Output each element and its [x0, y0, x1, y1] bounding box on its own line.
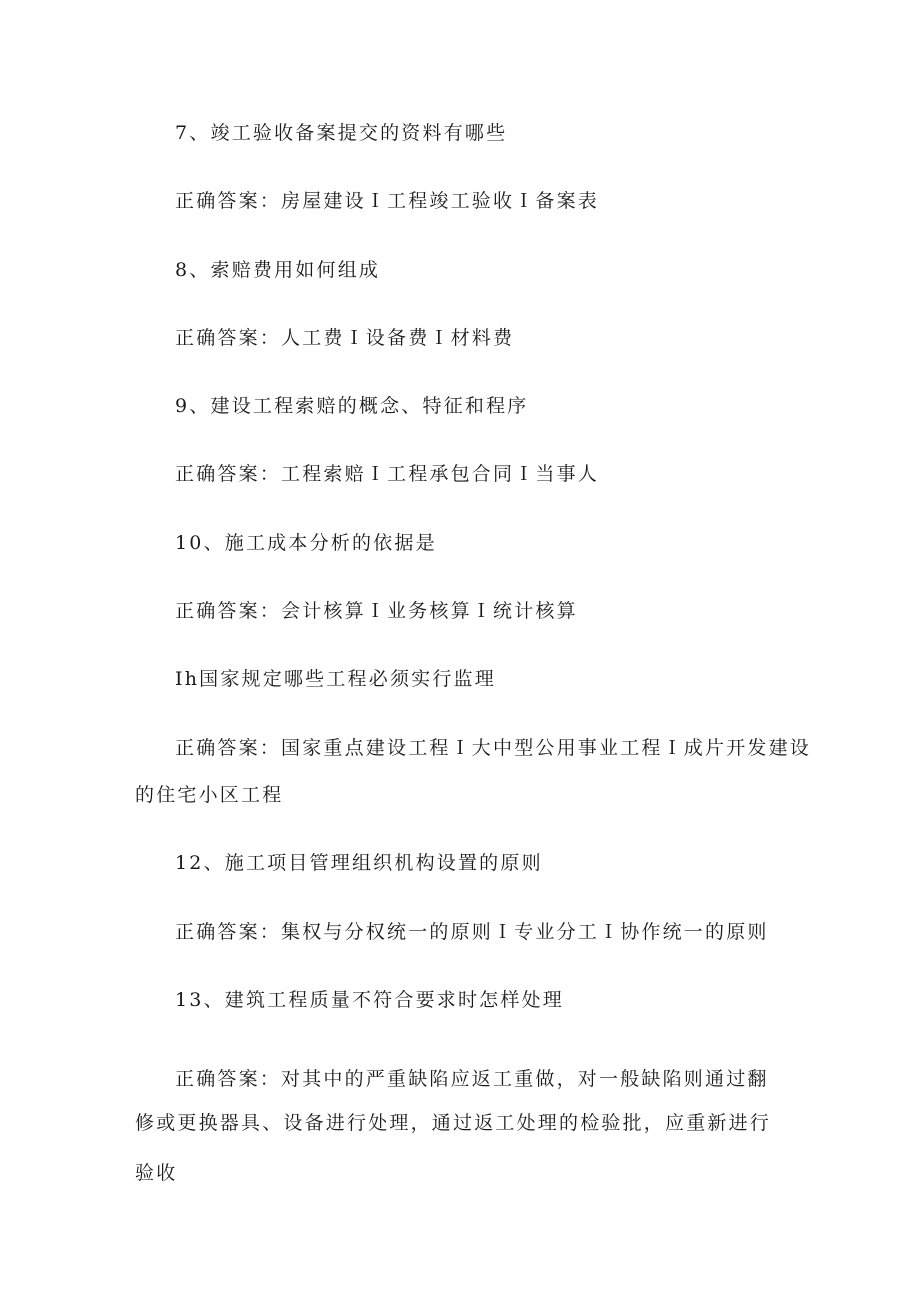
- answer-11-line-1: 正确答案：国家重点建设工程Ｉ大中型公用事业工程Ｉ成片开发建设: [175, 737, 812, 759]
- answer-13-line-1: 正确答案：对其中的严重缺陷应返工重做，对一般缺陷则通过翻: [175, 1068, 769, 1090]
- question-11: Ih国家规定哪些工程必须实行监理: [175, 668, 496, 690]
- answer-8: 正确答案：人工费Ｉ设备费Ｉ材料费: [175, 327, 515, 349]
- answer-9: 正确答案：工程索赔Ｉ工程承包合同Ｉ当事人: [175, 463, 600, 485]
- question-9: 9、建设工程索赔的概念、特征和程序: [175, 395, 529, 417]
- question-13: 13、建筑工程质量不符合要求时怎样处理: [175, 989, 564, 1011]
- question-12: 12、施工项目管理组织机构设置的原则: [175, 852, 543, 874]
- answer-13-line-3: 验收: [135, 1162, 178, 1184]
- question-10: 10、施工成本分析的依据是: [175, 532, 437, 554]
- answer-12: 正确答案：集权与分权统一的原则Ｉ专业分工Ｉ协作统一的原则: [175, 921, 769, 943]
- answer-13-line-2: 修或更换器具、设备进行处理，通过返工处理的检验批，应重新进行: [135, 1112, 772, 1134]
- question-8: 8、索赔费用如何组成: [175, 259, 381, 281]
- question-7: 7、竣工验收备案提交的资料有哪些: [175, 122, 508, 144]
- answer-11-line-2: 的住宅小区工程: [135, 784, 284, 806]
- answer-7: 正确答案：房屋建设Ｉ工程竣工验收Ｉ备案表: [175, 190, 600, 212]
- answer-10: 正确答案：会计核算Ｉ业务核算Ｉ统计核算: [175, 600, 578, 622]
